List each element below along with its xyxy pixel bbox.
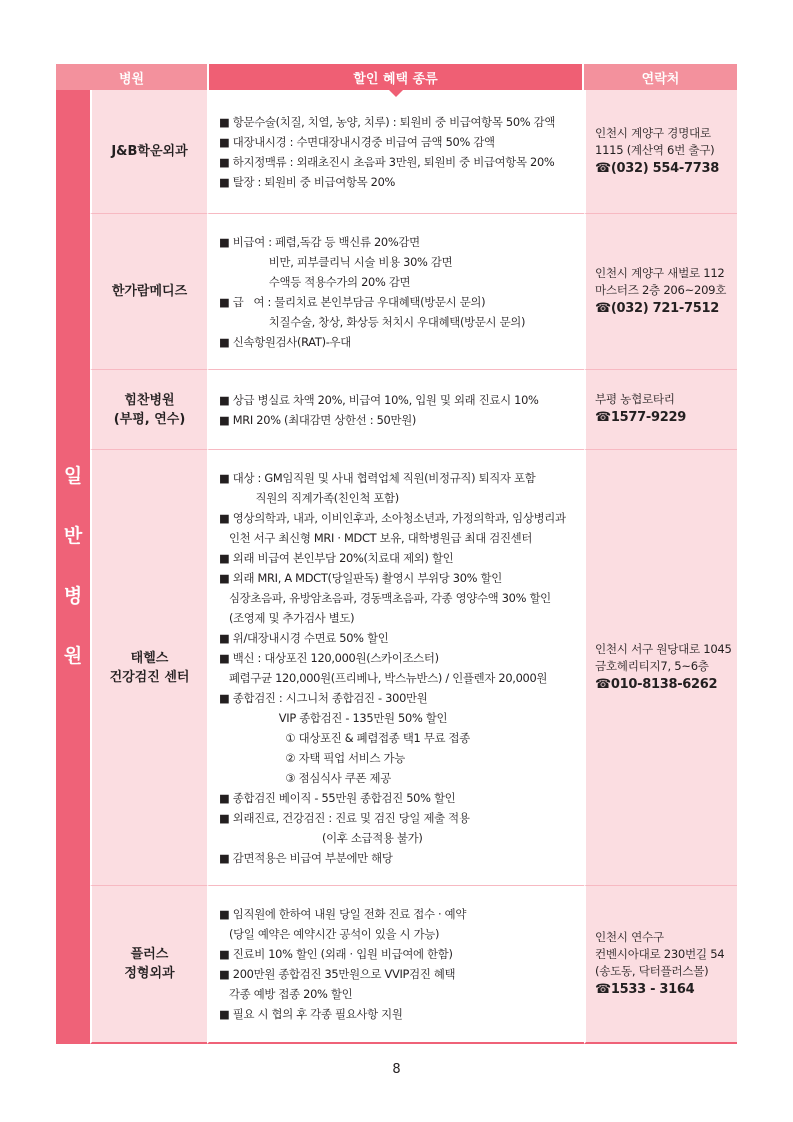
hospital-discount-table [56,64,737,1044]
benefit-line: ■ 탈장 : 퇴원비 중 비급여항목 20% [219,174,396,189]
hospital-name-line: 힘찬병원 [124,392,175,408]
header-benefit-label: 할인 혜택 종류 [353,71,438,87]
benefit-line: 심장초음파, 유방암초음파, 경동맥초음파, 각종 영양수액 30% 할인 [219,590,551,605]
benefit-line: 치질수술, 창상, 화상등 처치시 우대혜택(방문시 문의) [219,314,526,329]
benefit-line: ■ 하지정맥류 : 외래초진시 초음파 3만원, 퇴원비 중 비급여항목 20% [219,154,555,169]
benefit-list [207,370,584,450]
benefit-line: (이후 소급적용 불가) [219,830,423,845]
category-char: 병 [63,585,83,607]
address-line: (송도동, 닥터플러스몰) [595,963,709,978]
benefit-line: ■ 신속항원검사(RAT)-우대 [219,334,351,349]
category-char: 일 [63,465,83,487]
address-line: 인천시 서구 원당대로 1045 [595,641,732,656]
phone-number: ☎010-8138-6262 [595,676,718,692]
benefit-line: 인천 서구 최신형 MRI · MDCT 보유, 대학병원급 최대 검진센터 [219,530,533,545]
benefit-line: ■ 항문수술(치질, 치열, 농양, 치루) : 퇴원비 중 비급여항목 50% 감액 [219,114,556,129]
hospital-name [90,450,207,886]
benefit-line: ■ 진료비 10% 할인 (외래 · 입원 비급여에 한함) [219,947,453,961]
hospital-name-line: (부평, 연수) [113,411,186,427]
contact-info [584,214,737,370]
category-label [56,90,90,1044]
benefit-line: 비만, 피부클리닉 시술 비용 30% 감면 [219,254,453,269]
benefit-line: ■ 영상의학과, 내과, 이비인후과, 소아청소년과, 가정의학과, 임상병리과 [219,510,566,525]
category-char: 반 [63,525,83,547]
contact-info [584,90,737,214]
benefit-line: 각종 예방 접종 20% 할인 [219,987,353,1001]
address-line: 1115 (계산역 6번 출구) [595,142,715,157]
phone-number: ☎(032) 721-7512 [595,300,719,316]
benefit-line: ■ 외래 비급여 본인부담 20%(치료대 제외) 할인 [219,550,454,565]
benefit-line: ■ 백신 : 대상포진 120,000원(스카이조스터) [219,650,439,665]
hospital-name-line: 플러스 [130,947,169,962]
down-arrow-icon [389,90,403,97]
phone-number: ☎1577-9229 [595,410,686,425]
address-line: 부평 농협로타리 [595,392,675,406]
page-number: 8 [392,1062,401,1077]
phone-number: ☎1533 - 3164 [595,981,695,997]
benefit-list [207,450,584,886]
hospital-name-line: 한가람메디즈 [111,284,188,299]
address-line: 인천시 연수구 [595,929,664,944]
benefit-line: ■ 임직원에 한하여 내원 당일 전화 진료 접수 · 예약 [219,907,467,921]
benefit-line: (당일 예약은 예약시간 공석이 있을 시 가능) [219,927,440,941]
hospital-name-line: 태헬스 [130,650,169,666]
benefit-line: ■ 200만원 종합검진 35만원으로 VVIP검진 혜택 [219,967,456,981]
benefit-line: (조영제 및 추가검사 별도) [219,610,355,625]
hospital-name [90,214,207,370]
hospital-name-line: J&B학운외과 [111,144,188,159]
contact-info [584,886,737,1044]
benefit-line: ■ 종합검진 베이직 - 55만원 종합검진 50% 할인 [219,790,456,805]
benefit-line: ■ 급 여 : 물리치료 본인부담금 우대혜택(방문시 문의) [219,294,486,309]
benefit-line: ■ MRI 20% (최대감면 상한선 : 50만원) [219,412,417,427]
header-hospital: 병원 [56,64,207,90]
address-line: 금호헤리티지7, 5~6층 [595,658,709,673]
header-contact: 연락처 [584,64,737,90]
contact-info [584,450,737,886]
benefit-line: ■ 상급 병실료 차액 20%, 비급여 10%, 입원 및 외래 진료시 10% [219,392,539,407]
benefit-line: 직원의 직계가족(친인척 포함) [219,490,399,505]
hospital-name-line: 건강검진 센터 [109,669,190,685]
address-line: 컨벤시아대로 230번길 54 [595,946,725,961]
benefit-line: ■ 감면적용은 비급여 부분에만 해당 [219,850,393,865]
benefit-line: 수액등 적용수가의 20% 감면 [219,274,411,289]
benefit-line: 폐렴구균 120,000원(프리베나, 박스뉴반스) / 인플렌자 20,000원 [219,670,548,685]
header-benefit [207,64,584,90]
benefit-line: ② 자택 픽업 서비스 가능 [219,750,405,765]
benefit-list [207,886,584,1044]
benefit-line: ■ 종합검진 : 시그니처 종합검진 - 300만원 [219,690,428,705]
benefit-line: ③ 점심식사 쿠폰 제공 [219,770,391,785]
category-char: 원 [63,645,83,667]
hospital-name [90,90,207,214]
benefit-line: ① 대상포진 & 폐렴접종 택1 무료 접종 [219,730,470,745]
benefit-line: ■ 대장내시경 : 수면대장내시경중 비급여 금액 50% 감액 [219,134,495,149]
benefit-line: ■ 외래진료, 건강검진 : 진료 및 검진 당일 제출 적용 [219,810,470,825]
contact-info [584,370,737,450]
benefit-line: VIP 종합검진 - 135만원 50% 할인 [219,710,448,725]
benefit-line: ■ 외래 MRI, A MDCT(당일판독) 촬영시 부위당 30% 할인 [219,570,502,585]
benefit-list [207,90,584,214]
hospital-name [90,886,207,1044]
benefit-line: ■ 필요 시 협의 후 각종 필요사항 지원 [219,1007,403,1021]
address-line: 마스터즈 2층 206~209호 [595,282,727,297]
address-line: 인천시 계양구 새벌로 112 [595,265,725,280]
hospital-name-line: 정형외과 [124,966,175,981]
benefit-line: ■ 대상 : GM임직원 및 사내 협력업체 직원(비정규직) 퇴직자 포함 [219,470,536,485]
address-line: 인천시 계양구 경명대로 [595,125,711,140]
benefit-line: ■ 위/대장내시경 수면료 50% 할인 [219,630,389,645]
phone-number: ☎(032) 554-7738 [595,160,719,176]
benefit-list [207,214,584,370]
benefit-line: ■ 비급여 : 페렴,독감 등 백신류 20%감면 [219,234,420,249]
hospital-name [90,370,207,450]
